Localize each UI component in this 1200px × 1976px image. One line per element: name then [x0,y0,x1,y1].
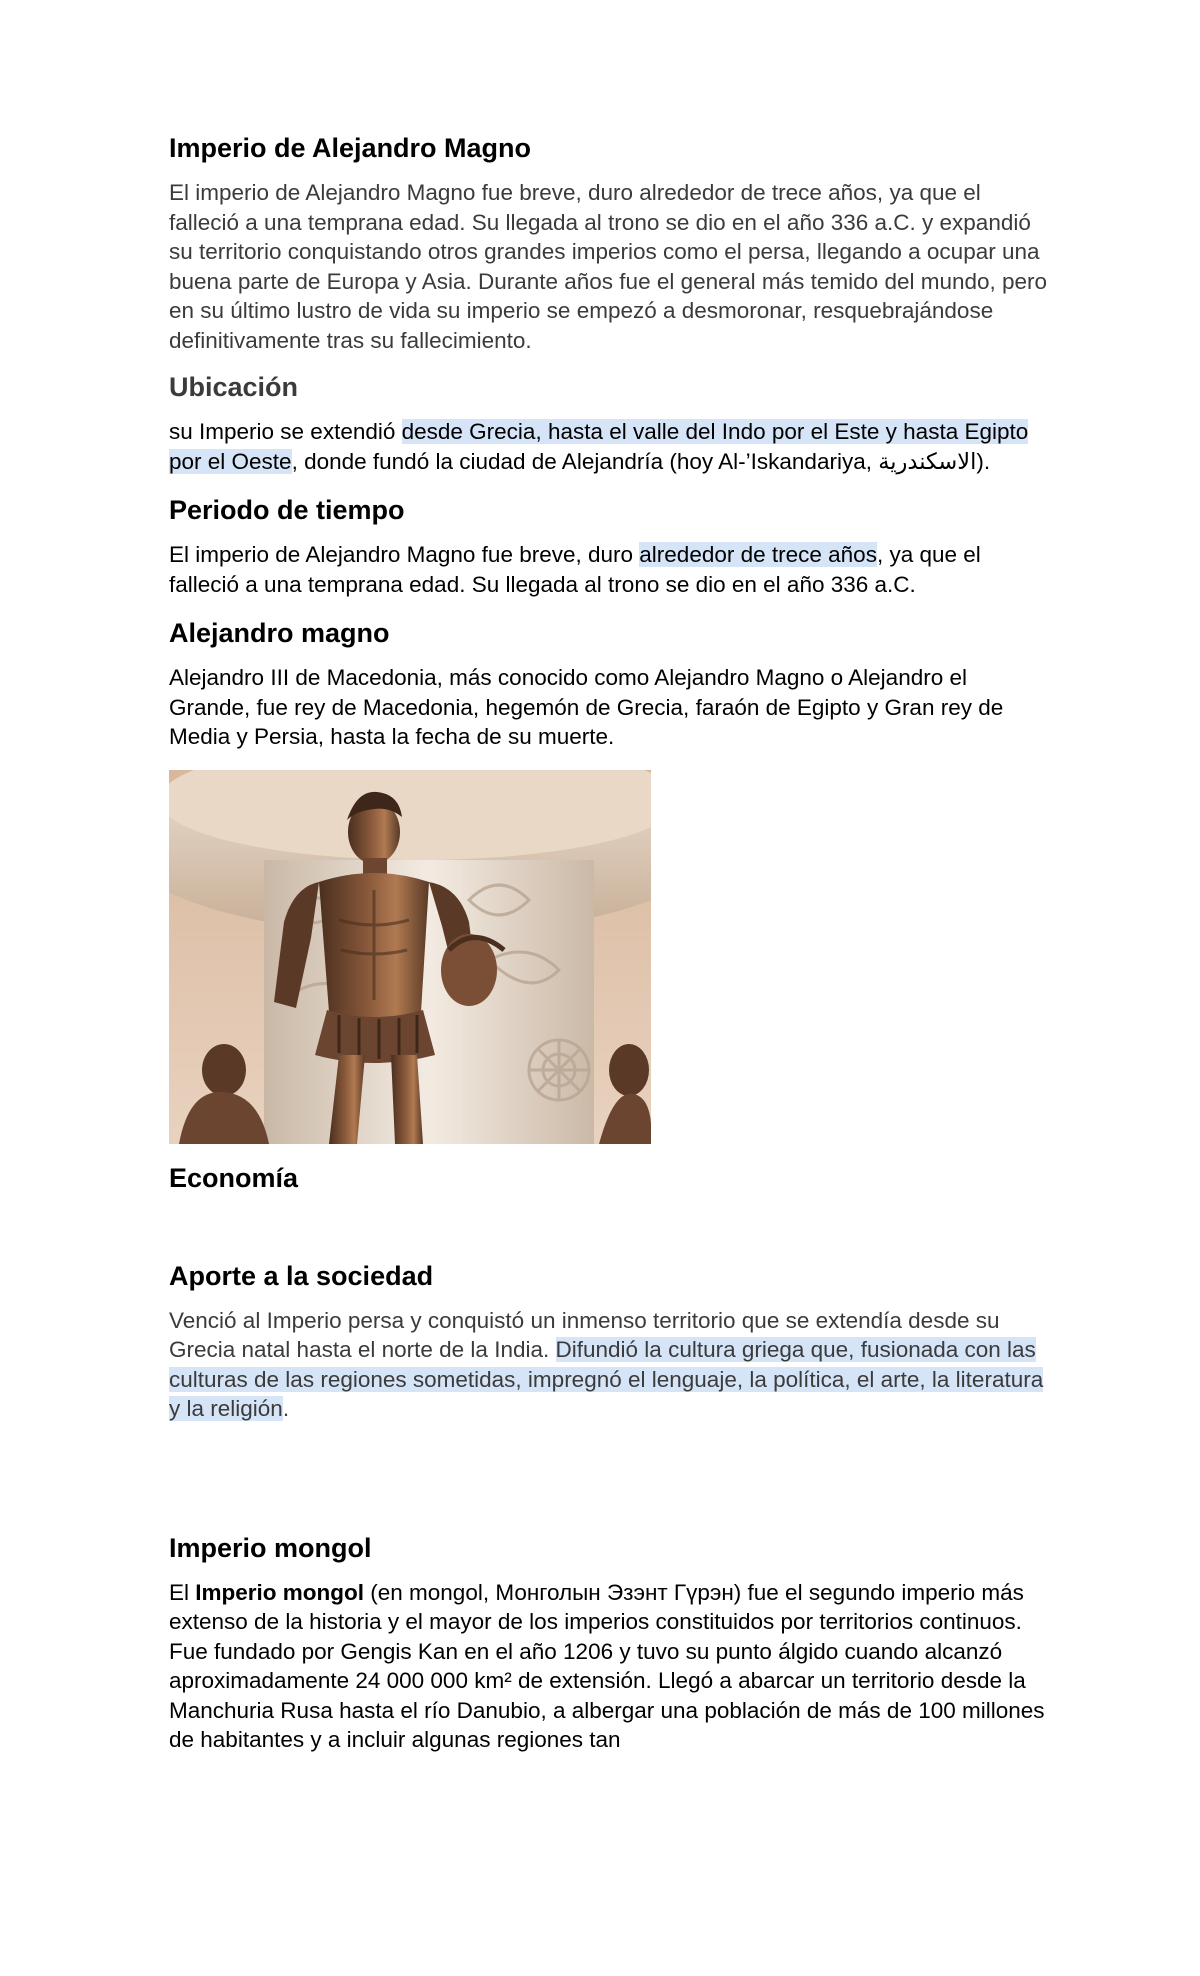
paragraph-imperio-mongol [169,1578,1049,1755]
mongol-text-p2: (en mongol, Монголын Эзэнт Гүрэн) fue el segundo imperio más extenso de la historia y el mayor de los imperios constituidos por territorios continuos. Fue fundado por Gengis Kan en el año 1206 y tuvo su punto álgido cuando alcanzó aproximadamente 24 000 000 km² de extensión. Llegó a abarcar un territorio desde la Manchuria Rusa hasta el río Danubio, a albergar una población de más de 100 millones de habitantes y a incluir algunas regiones tan [169,1579,1045,1752]
paragraph-aporte [169,1306,1049,1424]
heading-aporte: Aporte a la sociedad [169,1260,434,1291]
heading-periodo: Periodo de tiempo [169,495,405,525]
paragraph-ubicacion [169,417,1049,476]
heading-economia: Economía [169,1162,299,1193]
heading-alejandro-magno: Alejandro magno [169,618,390,648]
paragraph-alejandro-magno: Alejandro III de Macedonia, más conocido como Alejandro Magno o Alejandro el Grande, fue rey de Macedonia, hegemón de Grecia, faraón de Egipto y Gran rey de Media y Persia, hasta la fecha de su muerte. [169,665,1004,749]
paragraph-imperio-alejandro: El imperio de Alejandro Magno fue breve, duro alrededor de trece años, ya que el falleció a una temprana edad. Su llegada al trono se dio en el año 336 a.C. y expandió su territorio conquistando otros grandes imperios como el persa, llegando a ocupar una buena parte de Europa y Asia. Durante años fue el general más temido del mundo, pero en su último lustro de vida su imperio se empezó a desmoronar, resquebrajándose definitivamente tras su fallecimiento. [169,180,1048,353]
heading-ubicacion: Ubicación [169,372,299,402]
periodo-text-before: El imperio de Alejandro Magno fue breve, duro [169,542,640,567]
mongol-text-p1: El [169,1579,196,1605]
heading-imperio-mongol: Imperio mongol [169,1532,372,1563]
ubicacion-text-highlight: desde Grecia, hasta el valle del Indo por el Este y hasta Egipto por el Oeste [169,419,1029,474]
aporte-text-highlight: Difundió la cultura griega que, fusionada con las culturas de las regiones sometidas, impregnó el lenguaje, la política, el arte, la literatura y la religión [169,1337,1044,1421]
aporte-text-before: Venció al Imperio persa y conquistó un inmenso territorio que se extendía desde su Grecia natal hasta el norte de la India. [169,1307,1000,1362]
ubicacion-text-before: su Imperio se extendió [169,419,402,444]
aporte-text-after: . [282,1396,290,1421]
periodo-text-highlight: alrededor de trece años [639,542,877,567]
heading-imperio-alejandro: Imperio de Alejandro Magno [169,133,532,163]
ubicacion-text-after: , donde fundó la ciudad de Alejandría (hoy Al-’Iskandariya, الاسكندرية). [291,448,991,474]
paragraph-periodo [169,540,1049,599]
document-page [169,128,1049,1755]
periodo-text-after: , ya que el falleció a una temprana edad. Su llegada al trono se dio en el año 336 a.C. [169,542,981,597]
alexander-statue-image [169,770,651,1144]
mongol-text-bold: Imperio mongol [195,1579,365,1605]
